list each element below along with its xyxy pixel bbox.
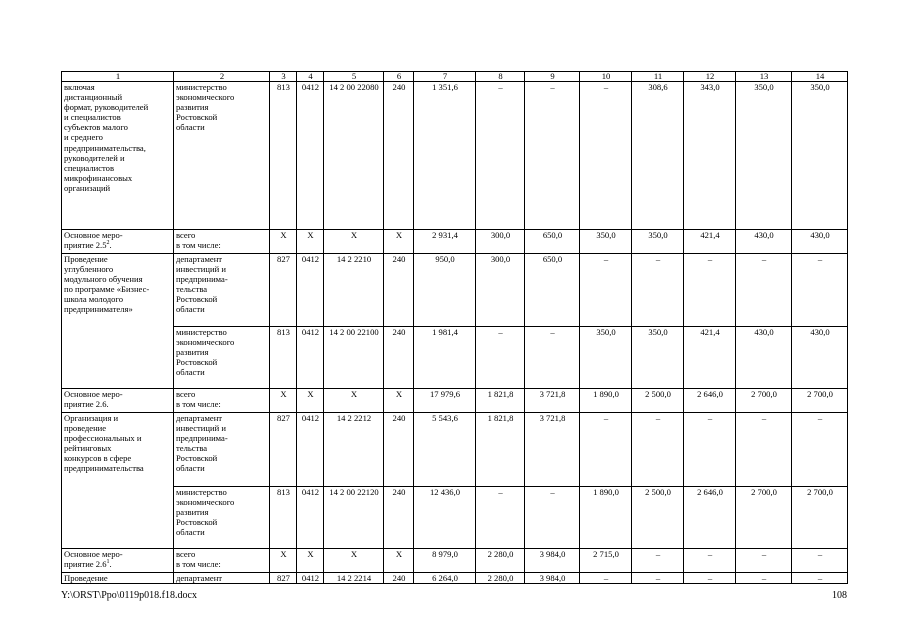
gov-code-cell: Х bbox=[270, 230, 297, 254]
text-line: инвестиций и bbox=[176, 423, 226, 434]
total-amount-cell: 8 979,0 bbox=[414, 549, 476, 573]
section-code-cell: 0412 bbox=[297, 82, 324, 230]
gov-code-cell: 827 bbox=[270, 573, 297, 584]
year-value-cell: 430,0 bbox=[792, 230, 848, 254]
table-row bbox=[62, 254, 848, 327]
year-value-cell: 350,0 bbox=[580, 230, 632, 254]
text-line: департамент bbox=[176, 573, 223, 583]
year-value-cell: – bbox=[684, 413, 736, 487]
year-value-cell: 430,0 bbox=[736, 327, 792, 389]
total-amount-cell: 950,0 bbox=[414, 254, 476, 327]
agency-cell bbox=[174, 389, 270, 413]
year-value-cell: 650,0 bbox=[525, 230, 580, 254]
year-value-cell: – bbox=[580, 573, 632, 584]
year-value-cell: – bbox=[792, 413, 848, 487]
text-line: предпринимательства bbox=[64, 463, 144, 474]
text-line: предпринима- bbox=[176, 433, 228, 444]
col-header-4: 4 bbox=[297, 72, 324, 82]
year-value-cell: 2 280,0 bbox=[476, 549, 525, 573]
gov-code-cell: 813 bbox=[270, 82, 297, 230]
text-line: департамент bbox=[176, 413, 223, 423]
text-line: приятие 2.6. bbox=[64, 399, 109, 410]
text-line: области bbox=[176, 304, 205, 315]
col-header-10: 10 bbox=[580, 72, 632, 82]
text-line: области bbox=[176, 463, 205, 474]
expense-type-cell: Х bbox=[384, 389, 414, 413]
text-line: включая bbox=[64, 82, 95, 92]
year-value-cell: 300,0 bbox=[476, 254, 525, 327]
text-line: области bbox=[176, 367, 205, 378]
event-title-cell bbox=[62, 549, 174, 573]
year-value-cell: – bbox=[684, 573, 736, 584]
text-line: области bbox=[176, 527, 205, 538]
year-value-cell: 350,0 bbox=[580, 327, 632, 389]
target-article-cell: Х bbox=[324, 389, 384, 413]
col-header-1: 1 bbox=[62, 72, 174, 82]
year-value-cell: 1 821,8 bbox=[476, 413, 525, 487]
year-value-cell: – bbox=[736, 573, 792, 584]
section-code-cell: 0412 bbox=[297, 327, 324, 389]
text-line: экономического bbox=[176, 497, 235, 508]
text-line: министерство bbox=[176, 82, 227, 92]
year-value-cell: – bbox=[632, 254, 684, 327]
year-value-cell: 1 821,8 bbox=[476, 389, 525, 413]
text-line: Ростовской bbox=[176, 517, 218, 528]
year-value-cell: 3 984,0 bbox=[525, 549, 580, 573]
agency-cell bbox=[174, 487, 270, 549]
year-value-cell: 3 721,8 bbox=[525, 413, 580, 487]
text-line: инвестиций и bbox=[176, 264, 226, 275]
year-value-cell: 350,0 bbox=[736, 82, 792, 230]
table-row bbox=[62, 389, 848, 413]
target-article-cell: 14 2 00 22120 bbox=[324, 487, 384, 549]
text-line: предпринимателя» bbox=[64, 304, 133, 315]
text-line: тельства bbox=[176, 443, 208, 454]
text-line: развития bbox=[176, 347, 209, 358]
text-line: формат, руководителей bbox=[64, 102, 149, 113]
col-header-6: 6 bbox=[384, 72, 414, 82]
year-value-cell: – bbox=[476, 327, 525, 389]
text-line: тельства bbox=[176, 284, 208, 295]
year-value-cell: 1 890,0 bbox=[580, 389, 632, 413]
text-line: экономического bbox=[176, 337, 235, 348]
text-line: Ростовской bbox=[176, 112, 218, 123]
text-line: развития bbox=[176, 102, 209, 113]
text-line: в том числе: bbox=[176, 399, 221, 410]
text-line: департамент bbox=[176, 254, 223, 264]
col-header-7: 7 bbox=[414, 72, 476, 82]
col-header-2: 2 bbox=[174, 72, 270, 82]
gov-code-cell: Х bbox=[270, 389, 297, 413]
year-value-cell: – bbox=[476, 487, 525, 549]
section-code-cell: Х bbox=[297, 389, 324, 413]
text-line: Ростовской bbox=[176, 294, 218, 305]
year-value-cell: 3 721,8 bbox=[525, 389, 580, 413]
gov-code-cell: 827 bbox=[270, 254, 297, 327]
year-value-cell: – bbox=[632, 549, 684, 573]
text-line: руководителей и bbox=[64, 152, 125, 163]
year-value-cell: 2 715,0 bbox=[580, 549, 632, 573]
text-line: Проведение bbox=[64, 573, 108, 583]
year-value-cell: 300,0 bbox=[476, 230, 525, 254]
target-article-cell: 14 2 00 22080 bbox=[324, 82, 384, 230]
table-row bbox=[62, 487, 848, 549]
total-amount-cell: 6 264,0 bbox=[414, 573, 476, 584]
text-line: конкурсов в сфере bbox=[64, 453, 132, 464]
table-row bbox=[62, 327, 848, 389]
year-value-cell: – bbox=[580, 254, 632, 327]
total-amount-cell: 2 931,4 bbox=[414, 230, 476, 254]
year-value-cell: 2 646,0 bbox=[684, 389, 736, 413]
year-value-cell: – bbox=[736, 413, 792, 487]
event-description-cell bbox=[62, 413, 174, 549]
text-line: проведение bbox=[64, 423, 107, 434]
year-value-cell: 3 984,0 bbox=[525, 573, 580, 584]
agency-cell bbox=[174, 82, 270, 230]
table-row bbox=[62, 82, 848, 230]
year-value-cell: – bbox=[792, 573, 848, 584]
year-value-cell: – bbox=[792, 254, 848, 327]
year-value-cell: – bbox=[632, 573, 684, 584]
target-article-cell: 14 2 00 22100 bbox=[324, 327, 384, 389]
year-value-cell: 2 700,0 bbox=[736, 389, 792, 413]
col-header-9: 9 bbox=[525, 72, 580, 82]
expense-type-cell: 240 bbox=[384, 82, 414, 230]
expense-type-cell: 240 bbox=[384, 413, 414, 487]
event-description-cell bbox=[62, 254, 174, 389]
expense-type-cell: 240 bbox=[384, 327, 414, 389]
event-title-cell bbox=[62, 389, 174, 413]
year-value-cell: 430,0 bbox=[736, 230, 792, 254]
text-line: субъектов малого bbox=[64, 122, 128, 133]
year-value-cell: – bbox=[792, 549, 848, 573]
col-header-8: 8 bbox=[476, 72, 525, 82]
text-line: профессиональных и bbox=[64, 433, 142, 444]
text-line: Ростовской bbox=[176, 357, 218, 368]
expense-type-cell: Х bbox=[384, 230, 414, 254]
col-header-14: 14 bbox=[792, 72, 848, 82]
text-line: Организация и bbox=[64, 413, 119, 423]
text-line: в том числе: bbox=[176, 240, 221, 251]
text-line: дистанционный bbox=[64, 92, 123, 103]
gov-code-cell: 813 bbox=[270, 487, 297, 549]
year-value-cell: – bbox=[580, 82, 632, 230]
year-value-cell: 2 700,0 bbox=[736, 487, 792, 549]
gov-code-cell: 813 bbox=[270, 327, 297, 389]
year-value-cell: 650,0 bbox=[525, 254, 580, 327]
text-line: всего bbox=[176, 549, 196, 559]
agency-cell bbox=[174, 573, 270, 584]
year-value-cell: 421,4 bbox=[684, 327, 736, 389]
expense-type-cell: 240 bbox=[384, 573, 414, 584]
section-code-cell: 0412 bbox=[297, 573, 324, 584]
year-value-cell: 2 700,0 bbox=[792, 389, 848, 413]
text-line: в том числе: bbox=[176, 559, 221, 570]
year-value-cell: 350,0 bbox=[632, 327, 684, 389]
col-header-3: 3 bbox=[270, 72, 297, 82]
total-amount-cell: 12 436,0 bbox=[414, 487, 476, 549]
year-value-cell: 430,0 bbox=[792, 327, 848, 389]
text-line: и специалистов bbox=[64, 112, 121, 123]
target-article-cell: Х bbox=[324, 549, 384, 573]
col-header-5: 5 bbox=[324, 72, 384, 82]
table-row bbox=[62, 230, 848, 254]
table-row bbox=[62, 413, 848, 487]
total-amount-cell: 1 351,6 bbox=[414, 82, 476, 230]
agency-cell bbox=[174, 254, 270, 327]
text-line: специалистов bbox=[64, 162, 115, 173]
year-value-cell: – bbox=[525, 327, 580, 389]
year-value-cell: – bbox=[580, 413, 632, 487]
section-code-cell: 0412 bbox=[297, 254, 324, 327]
year-value-cell: – bbox=[476, 82, 525, 230]
year-value-cell: – bbox=[736, 254, 792, 327]
text-line: углубленного bbox=[64, 264, 114, 275]
year-value-cell: 308,6 bbox=[632, 82, 684, 230]
year-value-cell: 2 500,0 bbox=[632, 389, 684, 413]
year-value-cell: 2 500,0 bbox=[632, 487, 684, 549]
year-value-cell: – bbox=[525, 487, 580, 549]
budget-table bbox=[61, 71, 848, 584]
gov-code-cell: 827 bbox=[270, 413, 297, 487]
year-value-cell: – bbox=[632, 413, 684, 487]
expense-type-cell: 240 bbox=[384, 254, 414, 327]
text-line: всего bbox=[176, 389, 196, 399]
event-title: Основное меро- приятие $2.5^2$. bbox=[64, 230, 123, 251]
col-header-11: 11 bbox=[632, 72, 684, 82]
text-line: всего bbox=[176, 230, 196, 240]
text-line: Основное меро- bbox=[64, 389, 123, 399]
year-value-cell: – bbox=[684, 549, 736, 573]
text-line: рейтинговых bbox=[64, 443, 112, 454]
section-code-cell: 0412 bbox=[297, 413, 324, 487]
event-title-cell bbox=[62, 230, 174, 254]
agency-cell bbox=[174, 327, 270, 389]
text-line: Проведение bbox=[64, 254, 108, 264]
target-article-cell: Х bbox=[324, 230, 384, 254]
text-line: предпринима- bbox=[176, 274, 228, 285]
text-line: развития bbox=[176, 507, 209, 518]
year-value-cell: – bbox=[736, 549, 792, 573]
table-row bbox=[62, 573, 848, 584]
target-article-cell: 14 2 2212 bbox=[324, 413, 384, 487]
target-article-cell: 14 2 2210 bbox=[324, 254, 384, 327]
table-row bbox=[62, 549, 848, 573]
agency-cell bbox=[174, 549, 270, 573]
file-path-footer: Y:\ORST\Ppo\0119p018.f18.docx bbox=[61, 590, 197, 601]
total-amount-cell: 17 979,6 bbox=[414, 389, 476, 413]
text-line: организаций bbox=[64, 182, 111, 193]
expense-type-cell: 240 bbox=[384, 487, 414, 549]
column-number-row bbox=[62, 72, 848, 82]
section-code-cell: Х bbox=[297, 549, 324, 573]
text-line: министерство bbox=[176, 487, 227, 497]
text-line: микрофинансовых bbox=[64, 172, 133, 183]
text-line: Ростовской bbox=[176, 453, 218, 464]
col-header-12: 12 bbox=[684, 72, 736, 82]
year-value-cell: 2 646,0 bbox=[684, 487, 736, 549]
text-line: предпринимательства, bbox=[64, 142, 146, 153]
event-title: Основное меро- приятие $2.6^1$. bbox=[64, 549, 123, 570]
total-amount-cell: 1 981,4 bbox=[414, 327, 476, 389]
agency-cell bbox=[174, 413, 270, 487]
year-value-cell: 2 700,0 bbox=[792, 487, 848, 549]
gov-code-cell: Х bbox=[270, 549, 297, 573]
year-value-cell: 421,4 bbox=[684, 230, 736, 254]
text-line: экономического bbox=[176, 92, 235, 103]
year-value-cell: – bbox=[684, 254, 736, 327]
page-number: 108 bbox=[832, 590, 847, 601]
text-line: по программе «Бизнес- bbox=[64, 284, 150, 295]
text-line: министерство bbox=[176, 327, 227, 337]
expense-type-cell: Х bbox=[384, 549, 414, 573]
section-code-cell: 0412 bbox=[297, 487, 324, 549]
total-amount-cell: 5 543,6 bbox=[414, 413, 476, 487]
col-header-13: 13 bbox=[736, 72, 792, 82]
text-line: и среднего bbox=[64, 132, 103, 143]
section-code-cell: Х bbox=[297, 230, 324, 254]
year-value-cell: 343,0 bbox=[684, 82, 736, 230]
agency-cell bbox=[174, 230, 270, 254]
text-line: модульного обучения bbox=[64, 274, 143, 285]
text-line: школа молодого bbox=[64, 294, 124, 305]
event-description-cell bbox=[62, 573, 174, 584]
text-line: области bbox=[176, 122, 205, 133]
year-value-cell: 350,0 bbox=[632, 230, 684, 254]
target-article-cell: 14 2 2214 bbox=[324, 573, 384, 584]
year-value-cell: 350,0 bbox=[792, 82, 848, 230]
year-value-cell: 2 280,0 bbox=[476, 573, 525, 584]
year-value-cell: 1 890,0 bbox=[580, 487, 632, 549]
year-value-cell: – bbox=[525, 82, 580, 230]
event-description-cell bbox=[62, 82, 174, 230]
